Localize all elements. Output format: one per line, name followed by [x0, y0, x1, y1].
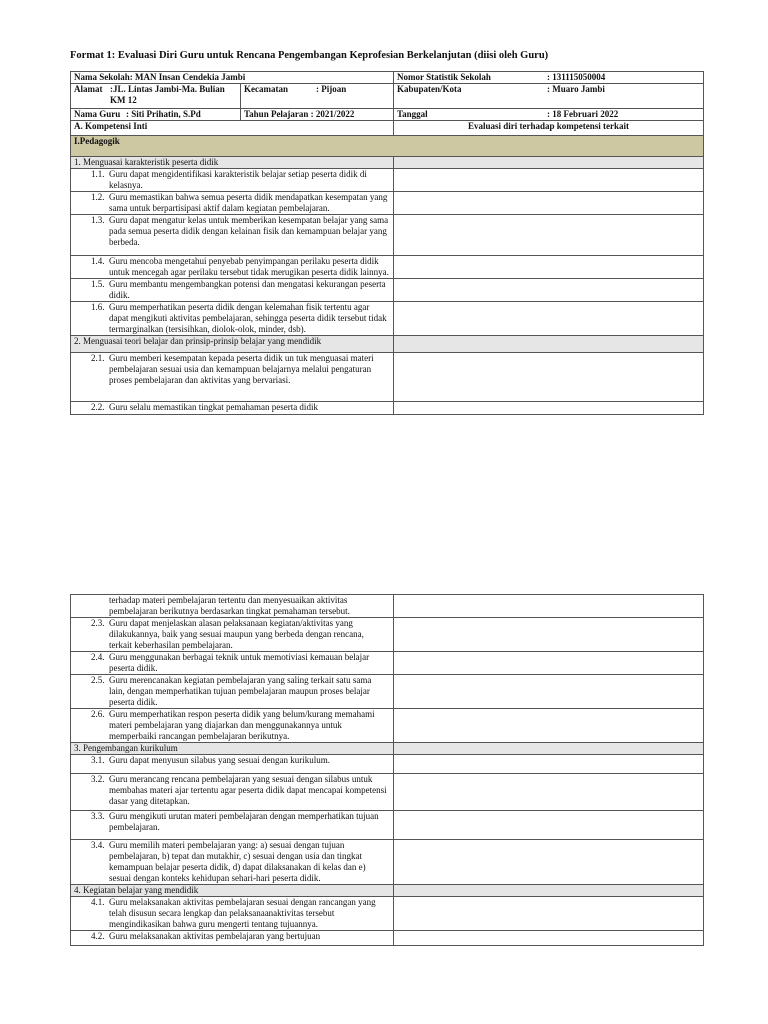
header-row-columns	[71, 121, 704, 136]
guru-value: : Siti Prihatin, S.Pd	[126, 109, 201, 119]
table-row	[71, 840, 704, 885]
item-text: Guru memberi kesempatan kepada peserta didik un tuk menguasai materi pembelajaran sesuai usia dan kemampuan belajarnya melalui pengaturan proses pembelajaran dan aktivitas yang bervariasi.	[109, 353, 374, 385]
kabupaten-value: : Muaro Jambi	[547, 84, 605, 94]
pedagogik-heading: I.Pedagogik	[71, 136, 704, 157]
section-1-eval[interactable]	[394, 157, 704, 169]
section-row	[71, 157, 704, 169]
section-row	[71, 743, 704, 755]
item-number: 3.1.	[91, 755, 105, 765]
evaluation-cell[interactable]	[394, 774, 704, 811]
item-number: 2.1.	[91, 353, 105, 363]
table-row	[71, 774, 704, 811]
table-row	[71, 402, 704, 415]
section-4-eval[interactable]	[394, 885, 704, 897]
evaluation-cell[interactable]	[394, 652, 704, 675]
evaluasi-diri-header: Evaluasi diri terhadap kompetensi terkait	[394, 121, 704, 136]
evaluation-cell[interactable]	[394, 840, 704, 885]
section-3-eval[interactable]	[394, 743, 704, 755]
item-number: 1.1.	[91, 169, 105, 179]
evaluation-cell[interactable]	[394, 192, 704, 215]
evaluation-cell[interactable]	[394, 931, 704, 946]
item-text: Guru mengikuti urutan materi pembelajaran dengan memperhatikan tujuan pembelajaran.	[109, 811, 379, 832]
section-4-title: 4. Kegiatan belajar yang mendidik	[71, 885, 394, 897]
kabupaten-cell	[394, 84, 704, 109]
table-row	[71, 595, 704, 618]
competency-item	[71, 279, 394, 302]
table-row	[71, 709, 704, 743]
item-number: 1.4.	[91, 256, 105, 266]
address-cell	[71, 84, 241, 109]
item-text: Guru melaksanakan aktivitas pembelajaran sesuai dengan rancangan yang telah disusun secara lengkap dan pelaksanaanaktivitas tersebut mengindikasikan bahwa guru mengerti tentang tujuannya.	[109, 897, 376, 929]
header-row-address	[71, 84, 704, 109]
item-text: Guru membantu mengembangkan potensi dan mengatasi kekurangan peserta didik.	[109, 279, 386, 300]
item-number: 1.2.	[91, 192, 105, 202]
document-title: Format 1: Evaluasi Diri Guru untuk Rencana Pengembangan Keprofesian Berkelanjutan (diisi oleh Guru)	[70, 50, 549, 61]
item-number: 2.2.	[91, 402, 105, 412]
item-text: Guru melaksanakan aktivitas pembelajaran yang bertujuan	[109, 931, 321, 941]
evaluation-cell[interactable]	[394, 595, 704, 618]
alamat-label: Alamat	[74, 84, 103, 94]
school-name: Nama Sekolah: MAN Insan Cendekia Jambi	[71, 72, 394, 84]
section-2-eval[interactable]	[394, 336, 704, 353]
competency-item	[71, 402, 394, 415]
evaluation-cell[interactable]	[394, 402, 704, 415]
competency-item	[71, 618, 394, 652]
item-number: 2.6.	[91, 709, 105, 719]
evaluation-cell[interactable]	[394, 675, 704, 709]
competency-item	[71, 811, 394, 840]
evaluation-cell[interactable]	[394, 279, 704, 302]
kecamatan-cell	[241, 84, 394, 109]
evaluation-cell[interactable]	[394, 169, 704, 192]
table-row	[71, 652, 704, 675]
evaluation-cell[interactable]	[394, 353, 704, 402]
alamat-value: :JL. Lintas Jambi-Ma. Bulian KM 12	[110, 84, 225, 105]
tanggal-cell	[394, 109, 704, 121]
section-row	[71, 336, 704, 353]
table-row	[71, 279, 704, 302]
table-row	[71, 618, 704, 652]
item-text: Guru merancang rencana pembelajaran yang sesuai dengan silabus untuk membahas materi ajar tertentu agar peserta didik dapat mencapai kompetensi dasar yang ditetapkan.	[109, 774, 387, 806]
evaluation-cell[interactable]	[394, 897, 704, 931]
competency-item	[71, 931, 394, 946]
item-text: Guru dapat mengatur kelas untuk memberikan kesempatan belajar yang sama pada semua peserta didik dengan kelainan fisik dan kemampuan belajar yang berbeda.	[109, 215, 389, 247]
table-row	[71, 811, 704, 840]
competency-item-continuation: terhadap materi pembelajaran tertentu dan menyesuaikan aktivitas pembelajaran berikutnya berdasarkan tingkat pemahaman tersebut.	[71, 595, 394, 618]
table-row	[71, 353, 704, 402]
guru-label: Nama Guru	[74, 109, 121, 119]
competency-item	[71, 215, 394, 256]
table-row	[71, 675, 704, 709]
item-number: 1.3.	[91, 215, 105, 225]
evaluation-cell[interactable]	[394, 215, 704, 256]
competency-item	[71, 256, 394, 279]
competency-item	[71, 709, 394, 743]
item-number: 4.2.	[91, 931, 105, 941]
competency-item	[71, 897, 394, 931]
item-number: 3.4.	[91, 840, 105, 850]
tanggal-label: Tanggal	[397, 109, 428, 119]
evaluation-table-part-2	[70, 594, 704, 946]
kecamatan-label: Kecamatan	[244, 84, 288, 94]
item-text: Guru memilih materi pembelajaran yang: a) sesuai dengan tujuan pembelajaran, b) tepat dan mutakhir, c) sesuai dengan usia dan tingkat kemampuan belajar peserta didik, d) dapat dilaksanakan di kelas dan e) sesuai dengan konteks kehidupan sehari-hari peserta didik.	[109, 840, 366, 883]
section-1-title: 1. Menguasai karakteristik peserta didik	[71, 157, 394, 169]
item-text: Guru dapat menyusun silabus yang sesuai dengan kurikulum.	[109, 755, 330, 765]
competency-item	[71, 652, 394, 675]
competency-item	[71, 675, 394, 709]
kabupaten-label: Kabupaten/Kota	[397, 84, 462, 94]
nss-label: Nomor Statistik Sekolah	[397, 72, 491, 82]
item-number: 2.4.	[91, 652, 105, 662]
header-row-teacher	[71, 109, 704, 121]
item-text: Guru dapat menjelaskan alasan pelaksanaan kegiatan/aktivitas yang dilakukannya, baik yang sesuai maupun yang berbeda dengan rencana, terkait keberhasilan pembelajaran.	[109, 618, 364, 650]
table-row	[71, 931, 704, 946]
evaluation-cell[interactable]	[394, 811, 704, 840]
competency-item	[71, 840, 394, 885]
table-row	[71, 755, 704, 774]
item-number: 2.3.	[91, 618, 105, 628]
evaluation-cell[interactable]	[394, 618, 704, 652]
item-text: Guru memperhatikan respon peserta didik yang belum/kurang memahami materi pembelajaran yang diajarkan dan menggunakannya untuk memperbaiki rancangan pembelajaran berikutnya.	[109, 709, 375, 741]
item-number: 2.5.	[91, 675, 105, 685]
evaluation-cell[interactable]	[394, 256, 704, 279]
table-row	[71, 215, 704, 256]
item-number: 1.6.	[91, 302, 105, 312]
nss-value: : 131115050004	[547, 72, 606, 82]
section-2-title: 2. Menguasai teori belajar dan prinsip-prinsip belajar yang mendidik	[71, 336, 394, 353]
table-row	[71, 302, 704, 336]
section-row	[71, 885, 704, 897]
tanggal-value: : 18 Februari 2022	[547, 109, 619, 119]
item-text: Guru memperhatikan peserta didik dengan kelemahan fisik tertentu agar dapat mengikuti aktivitas pembelajaran, sehingga peserta didik tersebut tidak termarginalkan (tersisihkan, diolok-olok, minder, dsb).	[109, 302, 387, 334]
item-text: Guru merencanakan kegiatan pembelajaran yang saling terkait satu sama lain, dengan memperhatikan tujuan pembelajaran maupun proses belajar peserta didik.	[109, 675, 372, 707]
item-number: 3.3.	[91, 811, 105, 821]
evaluation-cell[interactable]	[394, 709, 704, 743]
item-number: 4.1.	[91, 897, 105, 907]
item-number: 3.2.	[91, 774, 105, 784]
item-text: Guru memastikan bahwa semua peserta didik mendapatkan kesempatan yang sama untuk berpartisipasi aktif dalam kegiatan pembelajaran.	[109, 192, 388, 213]
competency-item	[71, 774, 394, 811]
tahun-pelajaran: Tahun Pelajaran : 2021/2022	[241, 109, 394, 121]
table-row	[71, 256, 704, 279]
table-row	[71, 192, 704, 215]
item-text: Guru dapat mengidentifikasi karakteristik belajar setiap peserta didik di kelasnya.	[109, 169, 367, 190]
nss-cell	[394, 72, 704, 84]
header-row-school	[71, 72, 704, 84]
kecamatan-value: : Pijoan	[316, 84, 347, 94]
section-3-title: 3. Pengembangan kurikulum	[71, 743, 394, 755]
evaluation-table-part-1	[70, 71, 704, 415]
competency-item	[71, 192, 394, 215]
evaluation-cell[interactable]	[394, 302, 704, 336]
evaluation-cell[interactable]	[394, 755, 704, 774]
competency-item	[71, 353, 394, 402]
item-text: Guru mencoba mengetahui penyebab penyimpangan perilaku peserta didik untuk mencegah agar perilaku tersebut tidak merugikan peserta didik lainnya.	[109, 256, 389, 277]
kompetensi-inti-header: A. Kompetensi Inti	[71, 121, 394, 136]
item-number: 1.5.	[91, 279, 105, 289]
table-row	[71, 897, 704, 931]
table-row	[71, 169, 704, 192]
teacher-cell	[71, 109, 241, 121]
competency-item	[71, 169, 394, 192]
competency-item	[71, 302, 394, 336]
item-text: Guru menggunakan berbagai teknik untuk memotiviasi kemauan belajar peserta didik.	[109, 652, 370, 673]
item-text: Guru selalu memastikan tingkat pemahaman peserta didik	[109, 402, 318, 412]
competency-item	[71, 755, 394, 774]
